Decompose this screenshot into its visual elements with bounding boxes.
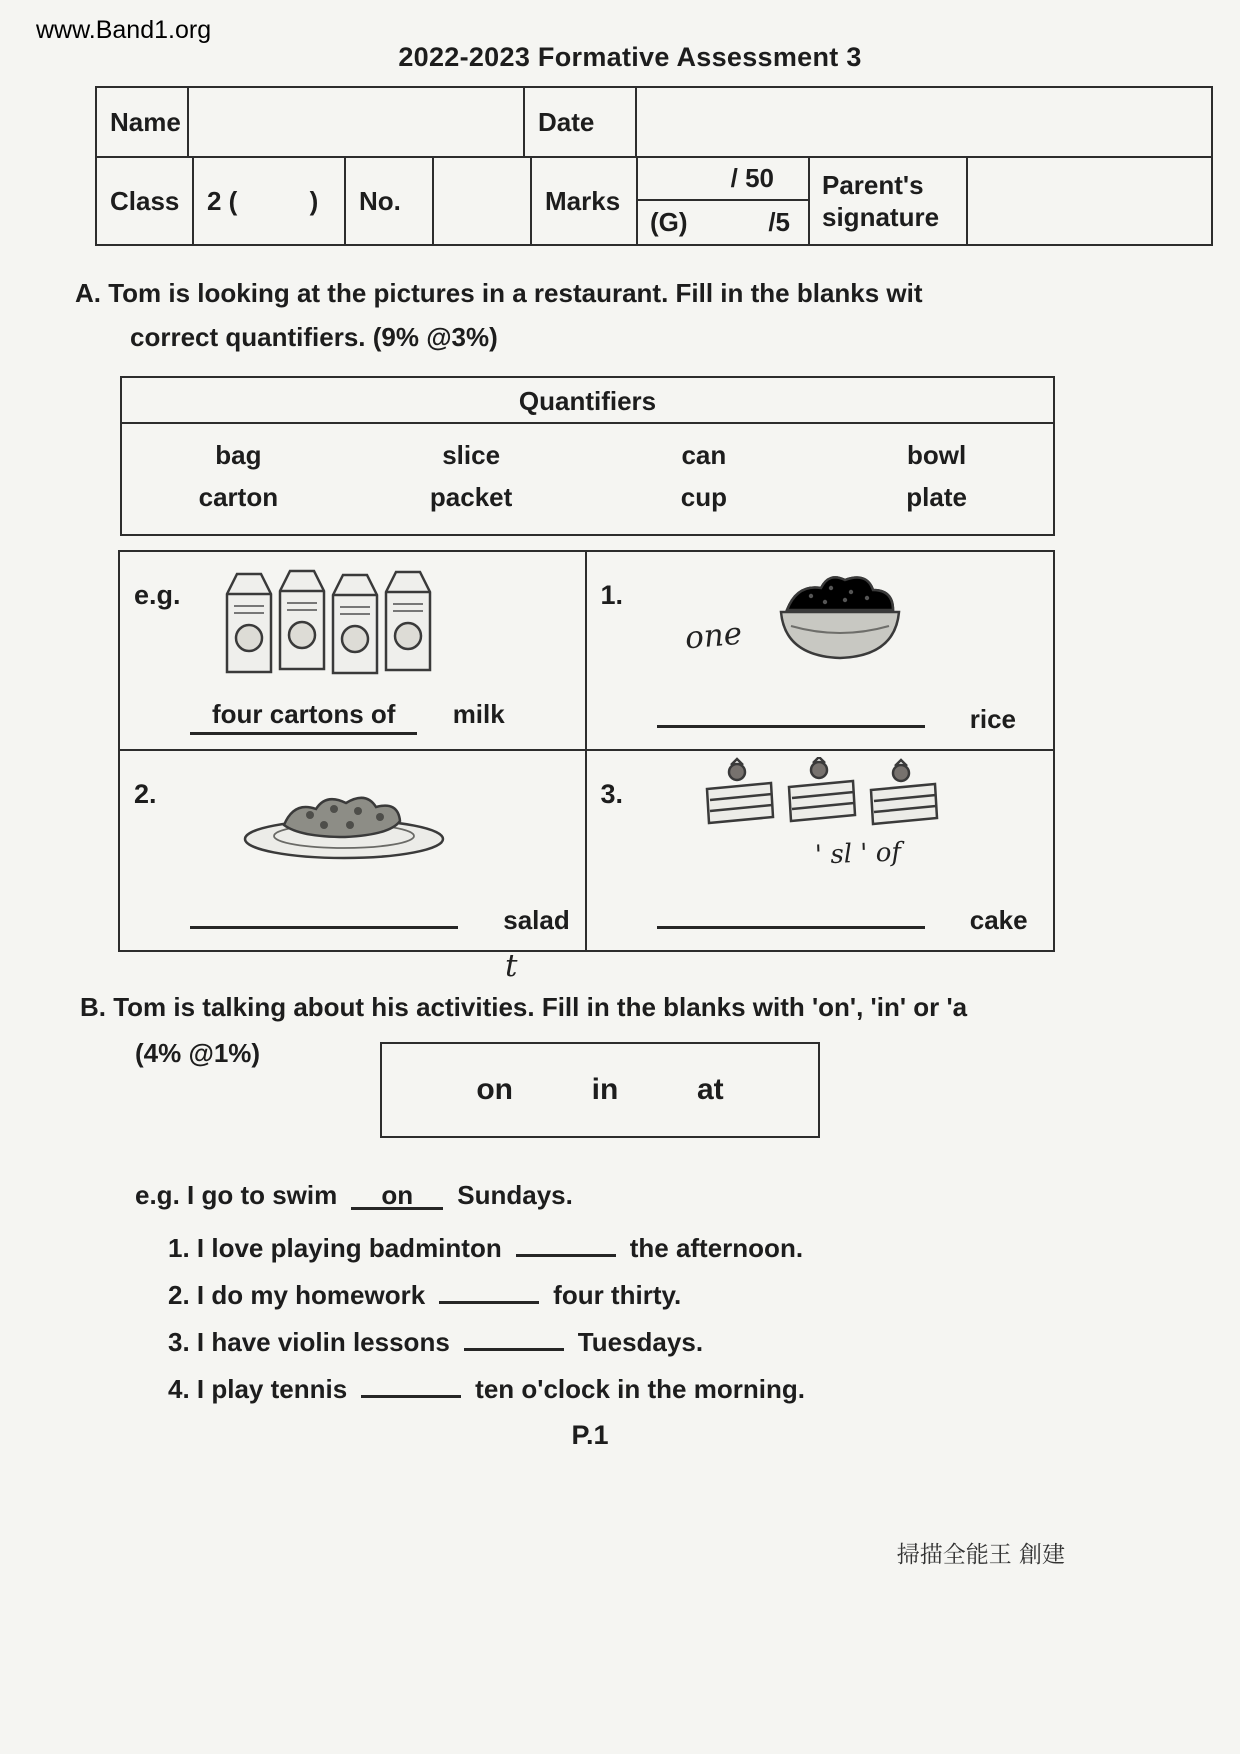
header-row-2	[97, 156, 1211, 244]
item-label: 3.	[600, 779, 624, 809]
example-answer-line	[190, 699, 505, 735]
handwritten-annotation: ' sl ' of	[814, 837, 902, 871]
blank-line	[190, 899, 458, 929]
question-sentence	[135, 1227, 805, 1274]
rice-bowl-image	[769, 566, 909, 664]
sentence-prefix: 2. I do my homework	[168, 1280, 426, 1310]
quantifier-word: plate	[906, 482, 967, 512]
header-table	[95, 86, 1213, 246]
question-sentence	[135, 1321, 805, 1368]
sentence-prefix: 4. I play tennis	[168, 1374, 348, 1404]
item-noun: salad	[503, 905, 570, 935]
answer-blank: on	[351, 1180, 443, 1210]
quantifiers-table	[120, 376, 1055, 536]
date-label: Date	[525, 88, 637, 156]
example-sentence	[135, 1180, 805, 1227]
sentence-suffix: Tuesdays.	[577, 1327, 704, 1357]
item-label: 2.	[134, 779, 157, 809]
item-label: 1.	[600, 580, 624, 610]
item-noun: rice	[969, 704, 1016, 734]
item-label: e.g.	[134, 580, 181, 610]
website-watermark: www.Band1.org	[36, 16, 212, 44]
answer-blank	[464, 1321, 564, 1351]
scanner-credit: 掃描全能王 創建	[896, 1542, 1065, 1568]
class-value: 2 ( )	[194, 158, 346, 244]
page-number: P.1	[571, 1420, 609, 1450]
sentence-suffix: four thirty.	[553, 1280, 682, 1310]
picture-cell-example	[120, 552, 587, 751]
blank-line	[657, 698, 925, 728]
cake-slices-image	[699, 757, 951, 839]
stray-handwriting-mark: t	[505, 948, 518, 984]
quantifier-word: bowl	[907, 440, 967, 470]
parent-signature-cell	[968, 158, 1211, 244]
quantifier-word: can	[681, 440, 727, 470]
question-sentence	[135, 1368, 805, 1415]
prepositions-box	[380, 1042, 820, 1138]
quantifiers-row-1	[122, 434, 1053, 476]
blank-line	[657, 899, 925, 929]
question-sentence	[135, 1274, 805, 1321]
item-answer-line	[190, 899, 570, 936]
marks-value-cell	[638, 158, 810, 244]
salad-plate-image	[238, 783, 453, 865]
marks-g-label: (G)	[650, 206, 688, 237]
quantifier-word: cup	[680, 482, 727, 512]
section-b-heading: B. Tom is talking about his activities. Fill in the blanks with 'on', 'in' or 'a	[80, 992, 968, 1022]
quantifiers-title: Quantifiers	[122, 378, 1053, 424]
class-label: Class	[97, 158, 194, 244]
marks-label: Marks	[532, 158, 638, 244]
answer-line: four cartons of	[190, 699, 417, 735]
marks-g-total: /5	[768, 206, 790, 237]
answer-blank	[516, 1227, 616, 1257]
preposition-option: on	[476, 1073, 513, 1106]
name-label: Name	[97, 88, 189, 156]
sentence-suffix: the afternoon.	[629, 1233, 804, 1263]
name-value-cell	[189, 88, 525, 156]
sentence-prefix: e.g. I go to swim	[135, 1180, 338, 1210]
section-a-heading: A. Tom is looking at the pictures in a restaurant. Fill in the blanks wit	[75, 278, 923, 308]
quantifiers-row-2	[122, 476, 1053, 518]
picture-cell-2	[120, 751, 587, 950]
date-value-cell	[637, 88, 1211, 156]
parent-signature-label: Parent's signature	[810, 158, 968, 244]
quantifier-word: bag	[215, 440, 262, 470]
answer-blank	[439, 1274, 539, 1304]
section-b-exercises	[135, 1180, 805, 1415]
sentence-prefix: 1. I love playing badminton	[168, 1233, 502, 1263]
quantifier-word: packet	[429, 482, 513, 512]
sentence-suffix: ten o'clock in the morning.	[475, 1374, 805, 1404]
quantifier-word: slice	[442, 440, 501, 470]
preposition-option: in	[591, 1073, 619, 1106]
item-answer-line	[657, 899, 1028, 936]
juice-cartons-image	[225, 562, 440, 680]
section-a-subheading: correct quantifiers. (9% @3%)	[130, 322, 498, 352]
quantifiers-body	[122, 424, 1053, 534]
sentence-prefix: 3. I have violin lessons	[168, 1327, 450, 1357]
section-b-subheading: (4% @1%)	[135, 1038, 261, 1068]
handwritten-annotation: one	[683, 615, 743, 657]
no-label: No.	[346, 158, 434, 244]
picture-cell-3	[587, 751, 1054, 950]
pictures-grid	[118, 550, 1055, 952]
sentence-suffix: Sundays.	[457, 1180, 573, 1210]
preposition-option: at	[696, 1073, 724, 1106]
marks-g-row	[638, 201, 808, 244]
item-noun: cake	[969, 905, 1028, 935]
picture-cell-1	[587, 552, 1054, 751]
item-answer-line	[657, 698, 1017, 735]
no-value-cell	[434, 158, 532, 244]
answer-blank	[361, 1368, 461, 1398]
marks-total: / 50	[638, 158, 808, 201]
header-row-1	[97, 88, 1211, 156]
quantifier-word: carton	[198, 482, 279, 512]
page-title: 2022-2023 Formative Assessment 3	[398, 42, 862, 72]
item-noun: milk	[452, 699, 505, 729]
